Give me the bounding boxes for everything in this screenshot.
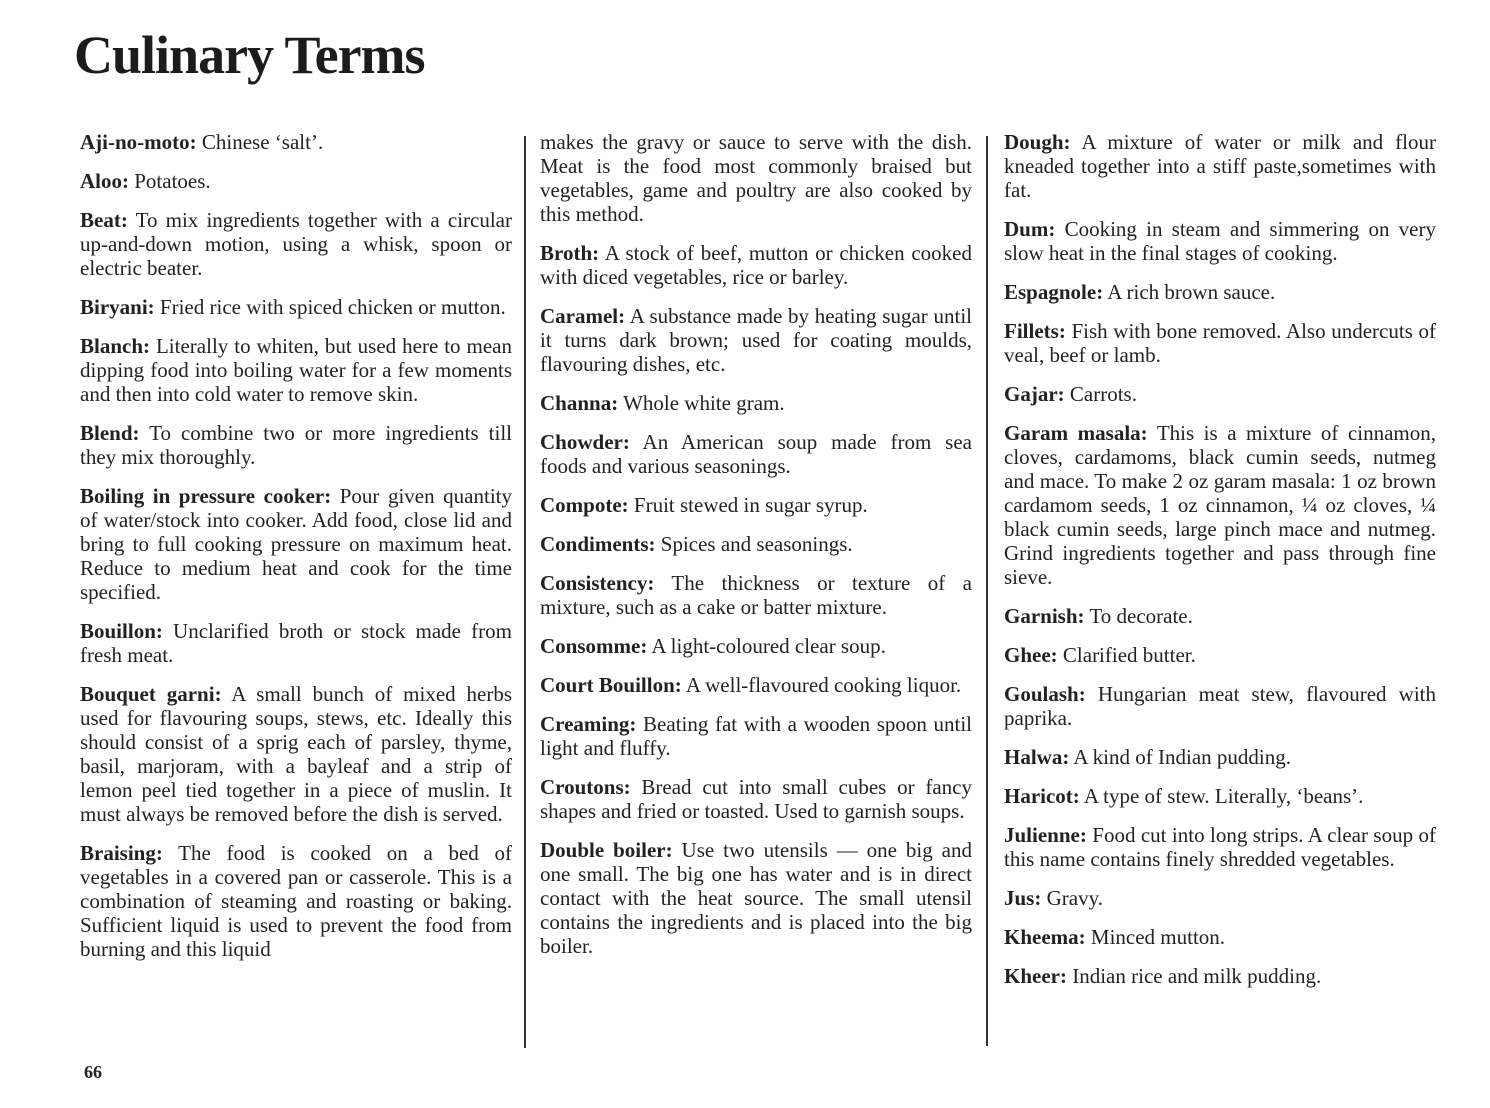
glossary-entry	[80, 682, 512, 826]
entry-term: Blend:	[80, 421, 140, 445]
entry-term: Beat:	[80, 208, 128, 232]
glossary-entry	[1004, 682, 1436, 730]
entry-term: Dough:	[1004, 130, 1071, 154]
entry-term: Condiments:	[540, 532, 656, 556]
entry-term: Boiling in pressure cooker:	[80, 484, 332, 508]
glossary-entry	[540, 838, 972, 958]
glossary-entry	[1004, 280, 1436, 304]
entry-definition: Carrots.	[1064, 382, 1137, 406]
glossary-entry	[540, 532, 972, 556]
glossary-entry	[80, 619, 512, 667]
entry-definition: A stock of beef, mutton or chicken cooked with diced vegetables, rice or barley.	[540, 241, 972, 289]
entry-definition: A light-coloured clear soup.	[647, 634, 886, 658]
glossary-entry	[1004, 886, 1436, 910]
glossary-entry	[1004, 130, 1436, 202]
entry-definition: To mix ingredients together with a circular up-and-down motion, using a whisk, spoon or electric beater.	[80, 208, 512, 280]
entry-definition: To combine two or more ingredients till they mix thoroughly.	[80, 421, 512, 469]
glossary-entry	[80, 421, 512, 469]
entry-definition: Beating fat with a wooden spoon until light and fluffy.	[540, 712, 972, 760]
entry-term: Kheer:	[1004, 964, 1067, 988]
glossary-entry	[1004, 784, 1436, 808]
entry-definition: A rich brown sauce.	[1103, 280, 1276, 304]
entry-term: Broth:	[540, 241, 600, 265]
entry-definition: Potatoes.	[129, 169, 211, 193]
entry-term: Chowder:	[540, 430, 630, 454]
entry-continuation: makes the gravy or sauce to serve with the dish. Meat is the food most commonly braised but vegetables, game and poultry are also cooked by this method.	[540, 130, 972, 226]
entry-term: Bouquet garni:	[80, 682, 222, 706]
entry-term: Caramel:	[540, 304, 626, 328]
page-title: Culinary Terms	[74, 25, 425, 85]
entry-definition: Bread cut into small cubes or fancy shapes and fried or toasted. Used to garnish soups.	[540, 775, 972, 823]
entry-definition: Food cut into long strips. A clear soup of this name contains finely shredded vegetables.	[1004, 823, 1436, 871]
glossary-entry	[80, 208, 512, 280]
entry-term: Aloo:	[80, 169, 129, 193]
entry-term: Haricot:	[1004, 784, 1080, 808]
glossary-entry	[1004, 604, 1436, 628]
glossary-entry	[540, 712, 972, 760]
entry-term: Gajar:	[1004, 382, 1065, 406]
entry-definition: Literally to whiten, but used here to mean dipping food into boiling water for a few moments and then into cold water to remove skin.	[80, 334, 512, 406]
entry-term: Jus:	[1004, 886, 1042, 910]
entry-term: Garam masala:	[1004, 421, 1148, 445]
entry-term: Julienne:	[1004, 823, 1087, 847]
entry-term: Compote:	[540, 493, 629, 517]
entry-term: Dum:	[1004, 217, 1056, 241]
glossary-entry	[1004, 823, 1436, 871]
glossary-entry	[80, 334, 512, 406]
glossary-entry	[540, 391, 972, 415]
column-divider	[986, 136, 988, 1046]
glossary-entry	[1004, 964, 1436, 988]
entry-definition: An American soup made from sea foods and various seasonings.	[540, 430, 972, 478]
entry-term: Espagnole:	[1004, 280, 1104, 304]
entry-term: Court Bouillon:	[540, 673, 682, 697]
entry-definition: Indian rice and milk pudding.	[1066, 964, 1322, 988]
entry-definition: A well-flavoured cooking liquor.	[681, 673, 962, 697]
glossary-entry	[80, 841, 512, 961]
column-2	[540, 130, 972, 973]
glossary-entry	[1004, 217, 1436, 265]
entry-term: Croutons:	[540, 775, 631, 799]
column-3	[1004, 130, 1436, 1003]
entry-definition: A substance made by heating sugar until it turns dark brown; used for coating moulds, flavouring dishes, etc.	[540, 304, 972, 376]
entry-term: Halwa:	[1004, 745, 1070, 769]
glossary-entry	[1004, 643, 1436, 667]
entry-term: Double boiler:	[540, 838, 673, 862]
entry-definition: Whole white gram.	[618, 391, 785, 415]
entry-term: Kheema:	[1004, 925, 1086, 949]
entry-definition: Gravy.	[1041, 886, 1103, 910]
entry-definition: Pour given quantity of water/stock into cooker. Add food, close lid and bring to full cooking pressure on maximum heat. Reduce to medium heat and cook for the time specified.	[80, 484, 512, 604]
entry-term: Consistency:	[540, 571, 655, 595]
entry-definition: A type of stew. Literally, ‘beans’.	[1079, 784, 1364, 808]
entry-definition: To decorate.	[1084, 604, 1193, 628]
entry-term: Goulash:	[1004, 682, 1086, 706]
entry-term: Bouillon:	[80, 619, 163, 643]
glossary-entry	[80, 484, 512, 604]
glossary-entry	[1004, 382, 1436, 406]
entry-definition: A mixture of water or milk and flour kneaded together into a stiff paste,sometimes with fat.	[1004, 130, 1436, 202]
entry-definition: Hungarian meat stew, flavoured with paprika.	[1004, 682, 1436, 730]
glossary-entry	[540, 571, 972, 619]
glossary-entry	[1004, 925, 1436, 949]
entry-definition: Chinese ‘salt’.	[196, 130, 324, 154]
glossary-entry	[540, 430, 972, 478]
entry-definition: Fried rice with spiced chicken or mutton.	[154, 295, 506, 319]
entry-term: Channa:	[540, 391, 619, 415]
entry-term: Creaming:	[540, 712, 637, 736]
glossary-entry	[1004, 319, 1436, 367]
glossary-entry	[540, 775, 972, 823]
entry-definition: Fish with bone removed. Also undercuts of veal, beef or lamb.	[1004, 319, 1436, 367]
entry-definition: A kind of Indian pudding.	[1069, 745, 1291, 769]
glossary-entry	[1004, 745, 1436, 769]
column-1	[80, 130, 512, 976]
entry-definition: Spices and seasonings.	[655, 532, 853, 556]
entry-definition: Use two utensils — one big and one small. The big one has water and is in direct contact with the heat source. The small utensil contains the ingredients and is placed into the big boiler.	[540, 838, 972, 958]
entry-definition: A small bunch of mixed herbs used for flavouring soups, stews, etc. Ideally this should consist of a sprig each of parsley, thyme, basil, marjoram, with a bayleaf and a strip of lemon peel tied together in a piece of muslin. It must always be removed before the dish is served.	[80, 682, 513, 826]
entry-definition: Minced mutton.	[1085, 925, 1226, 949]
entry-term: Aji-no-moto:	[80, 130, 197, 154]
entry-term: Garnish:	[1004, 604, 1085, 628]
glossary-entry	[80, 295, 512, 319]
entry-term: Blanch:	[80, 334, 151, 358]
entry-term: Consomme:	[540, 634, 648, 658]
column-divider	[524, 136, 526, 1048]
entry-definition: Clarified butter.	[1057, 643, 1196, 667]
glossary-entry	[80, 130, 512, 154]
entry-term: Biryani:	[80, 295, 155, 319]
glossary-entry	[1004, 421, 1436, 589]
entry-term: Fillets:	[1004, 319, 1066, 343]
page-number: 66	[84, 1062, 102, 1082]
entry-term: Ghee:	[1004, 643, 1058, 667]
glossary-entry	[540, 304, 972, 376]
entry-definition: Cooking in steam and simmering on very slow heat in the final stages of cooking.	[1004, 217, 1436, 265]
glossary-entry	[540, 634, 972, 658]
entry-definition: This is a mixture of cinnamon, cloves, cardamoms, black cumin seeds, nutmeg and mace. To make 2 oz garam masala: 1 oz brown cardamom seeds, 1 oz cinnamon, ¼ oz cloves, ¼ black cumin seeds, large pinch mace and nutmeg. Grind ingredients together and pass through fine sieve.	[1004, 421, 1436, 589]
entry-definition: The food is cooked on a bed of vegetables in a covered pan or casserole. This is a combination of steaming and roasting or baking. Sufficient liquid is used to prevent the food from burning and this liquid	[80, 841, 512, 961]
glossary-entry	[80, 169, 512, 193]
glossary-entry	[540, 493, 972, 517]
entry-term: Braising:	[80, 841, 163, 865]
glossary-entry	[540, 673, 972, 697]
entry-definition: Fruit stewed in sugar syrup.	[628, 493, 868, 517]
entry-definition: Unclarified broth or stock made from fresh meat.	[80, 619, 512, 667]
glossary-entry	[540, 241, 972, 289]
entry-definition: The thickness or texture of a mixture, such as a cake or batter mixture.	[540, 571, 972, 619]
